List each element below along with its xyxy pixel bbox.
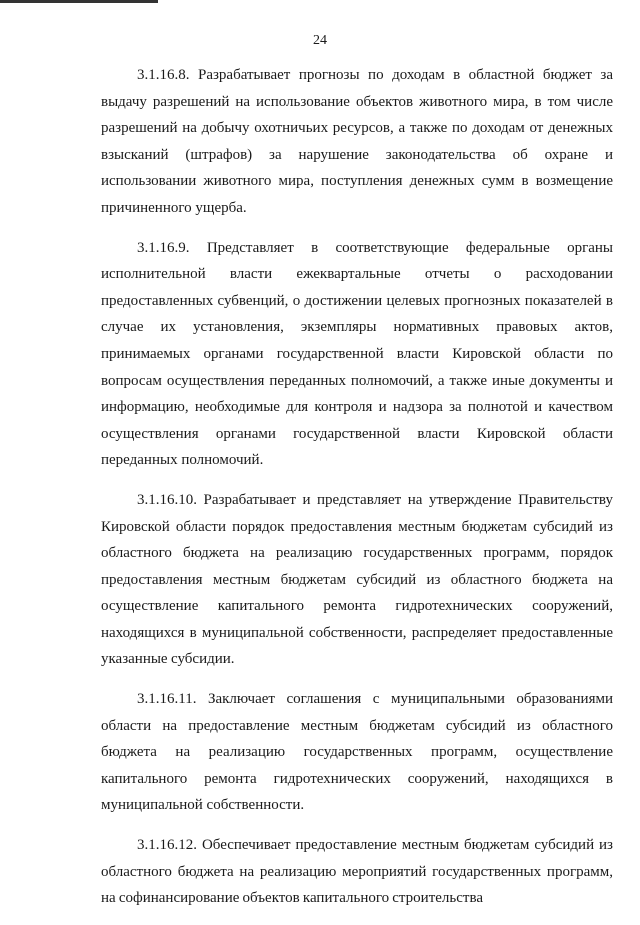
- paragraph-3-1-16-10: 3.1.16.10. Разрабатывает и представляет на утверждение Правительству Кировской области порядок предоставления местным бюджетам субсидий из областного бюджета на реализацию государственных программ, порядок предоставления местным бюджетам субсидий из областного бюджета на осуществление капитального ремонта гидротехнических сооружений, находящихся в муниципальной собственности, распределяет предоставленные указанные субсидии.: [101, 491, 613, 668]
- paragraph-3-1-16-9: 3.1.16.9. Представляет в соответствующие федеральные органы исполнительной власти ежеквартальные отчеты о расходовании предоставленных субвенций, о достижении целевых прогнозных показателей в случае их установления, экземпляры нормативных правовых актов, принимаемых органами государственной власти Кировской области по вопросам осуществления переданных полномочий, а также иные документы и информацию, необходимые для контроля и надзора за полнотой и качеством осуществления органами государственной власти Кировской области переданных полномочий.: [101, 239, 613, 469]
- paragraph-3-1-16-12: 3.1.16.12. Обеспечивает предоставление местным бюджетам субсидий из областного бюджета на реализацию мероприятий государственных программ, на софинансирование объектов капитального строительства: [101, 837, 613, 907]
- paragraph-3-1-16-11: 3.1.16.11. Заключает соглашения с муниципальными образованиями области на предоставление местным бюджетам субсидий из областного бюджета на реализацию государственных программ, осуществление капитального ремонта гидротехнических сооружений, находящихся в муниципальной собственности.: [101, 691, 613, 814]
- document-body: [101, 62, 613, 925]
- page-number: 24: [313, 33, 327, 48]
- paragraph-3-1-16-8: 3.1.16.8. Разрабатывает прогнозы по доходам в областной бюджет за выдачу разрешений на использование объектов животного мира, в том числе разрешений на добычу охотничьих ресурсов, а также по доходам от денежных взысканий (штрафов) за нарушение законодательства об охране и использовании животного мира, поступления денежных сумм в возмещение причиненного ущерба.: [101, 67, 613, 216]
- scan-top-rule: [0, 0, 158, 3]
